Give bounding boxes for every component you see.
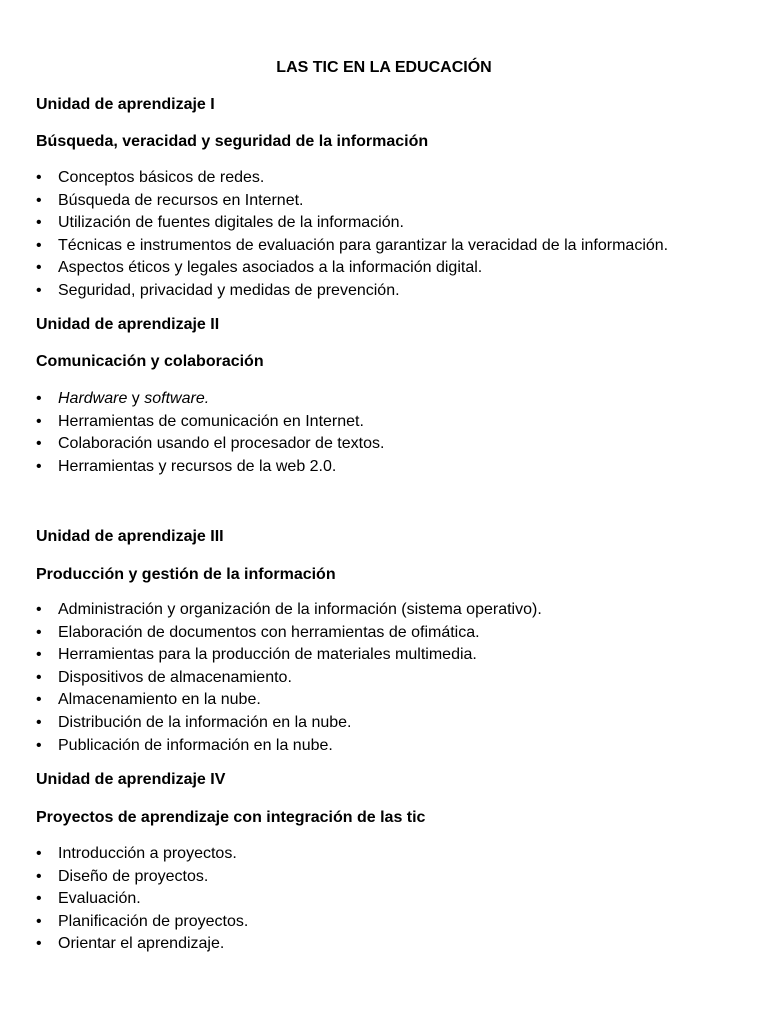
bullet: • bbox=[36, 435, 42, 453]
unit-3-label: Unidad de aprendizaje III bbox=[36, 528, 224, 545]
bullet: • bbox=[36, 169, 42, 186]
unit-1-label: Unidad de aprendizaje I bbox=[36, 96, 215, 113]
list-item: • Técnicas e instrumentos de evaluación para garantizar la veracidad de la información. bbox=[36, 235, 668, 258]
bullet: • bbox=[36, 390, 42, 407]
bullet: • bbox=[36, 935, 42, 953]
unit-1-list bbox=[36, 167, 668, 303]
unit-2-topic: Comunicación y colaboración bbox=[36, 353, 264, 370]
unit-2-label: Unidad de aprendizaje II bbox=[36, 316, 220, 333]
bullet: • bbox=[36, 601, 42, 618]
list-item: • Planificación de proyectos. bbox=[36, 911, 248, 934]
bullet: • bbox=[36, 890, 42, 908]
unit-3-list bbox=[36, 599, 542, 757]
list-item: • Colaboración usando el procesador de textos. bbox=[36, 433, 384, 456]
unit-4-list bbox=[36, 843, 248, 956]
bullet: • bbox=[36, 281, 42, 299]
unit-4-topic: Proyectos de aprendizaje con integración de las tic bbox=[36, 809, 426, 826]
list-item: • Aspectos éticos y legales asociados a la información digital. bbox=[36, 257, 668, 280]
bullet: • bbox=[36, 736, 42, 754]
bullet: • bbox=[36, 214, 42, 232]
list-item: • Distribución de la información en la nube. bbox=[36, 712, 542, 735]
list-item: • Hardware y software. bbox=[36, 388, 384, 411]
bullet: • bbox=[36, 191, 42, 209]
list-item: • Búsqueda de recursos en Internet. bbox=[36, 190, 668, 213]
bullet: • bbox=[36, 668, 42, 686]
list-item: • Orientar el aprendizaje. bbox=[36, 933, 248, 956]
unit-1-topic: Búsqueda, veracidad y seguridad de la información bbox=[36, 133, 429, 150]
bullet: • bbox=[36, 646, 42, 664]
list-item: • Conceptos básicos de redes. bbox=[36, 167, 668, 190]
list-item: • Diseño de proyectos. bbox=[36, 866, 248, 889]
bullet: • bbox=[36, 912, 42, 930]
bullet: • bbox=[36, 457, 42, 475]
list-item: • Almacenamiento en la nube. bbox=[36, 689, 542, 712]
list-item: • Introducción a proyectos. bbox=[36, 843, 248, 866]
list-item: • Evaluación. bbox=[36, 888, 248, 911]
list-item: • Administración y organización de la información (sistema operativo). bbox=[36, 599, 542, 622]
unit-2-list bbox=[36, 388, 384, 478]
bullet: • bbox=[36, 623, 42, 641]
list-item: • Herramientas para la producción de materiales multimedia. bbox=[36, 644, 542, 667]
list-item: • Seguridad, privacidad y medidas de prevención. bbox=[36, 280, 668, 303]
bullet: • bbox=[36, 867, 42, 885]
bullet: • bbox=[36, 845, 42, 862]
list-item: • Elaboración de documentos con herramientas de ofimática. bbox=[36, 622, 542, 645]
list-item: • Herramientas de comunicación en Internet. bbox=[36, 411, 384, 434]
list-item: • Publicación de información en la nube. bbox=[36, 735, 542, 758]
unit-4-label: Unidad de aprendizaje IV bbox=[36, 771, 226, 788]
bullet: • bbox=[36, 691, 42, 709]
list-item: • Dispositivos de almacenamiento. bbox=[36, 667, 542, 690]
bullet: • bbox=[36, 713, 42, 731]
unit-3-topic: Producción y gestión de la información bbox=[36, 566, 336, 583]
document-title: LAS TIC EN LA EDUCACIÓN bbox=[276, 59, 492, 76]
bullet: • bbox=[36, 259, 42, 277]
list-item: • Utilización de fuentes digitales de la información. bbox=[36, 212, 668, 235]
bullet: • bbox=[36, 412, 42, 430]
list-item: • Herramientas y recursos de la web 2.0. bbox=[36, 456, 384, 479]
bullet: • bbox=[36, 236, 42, 254]
